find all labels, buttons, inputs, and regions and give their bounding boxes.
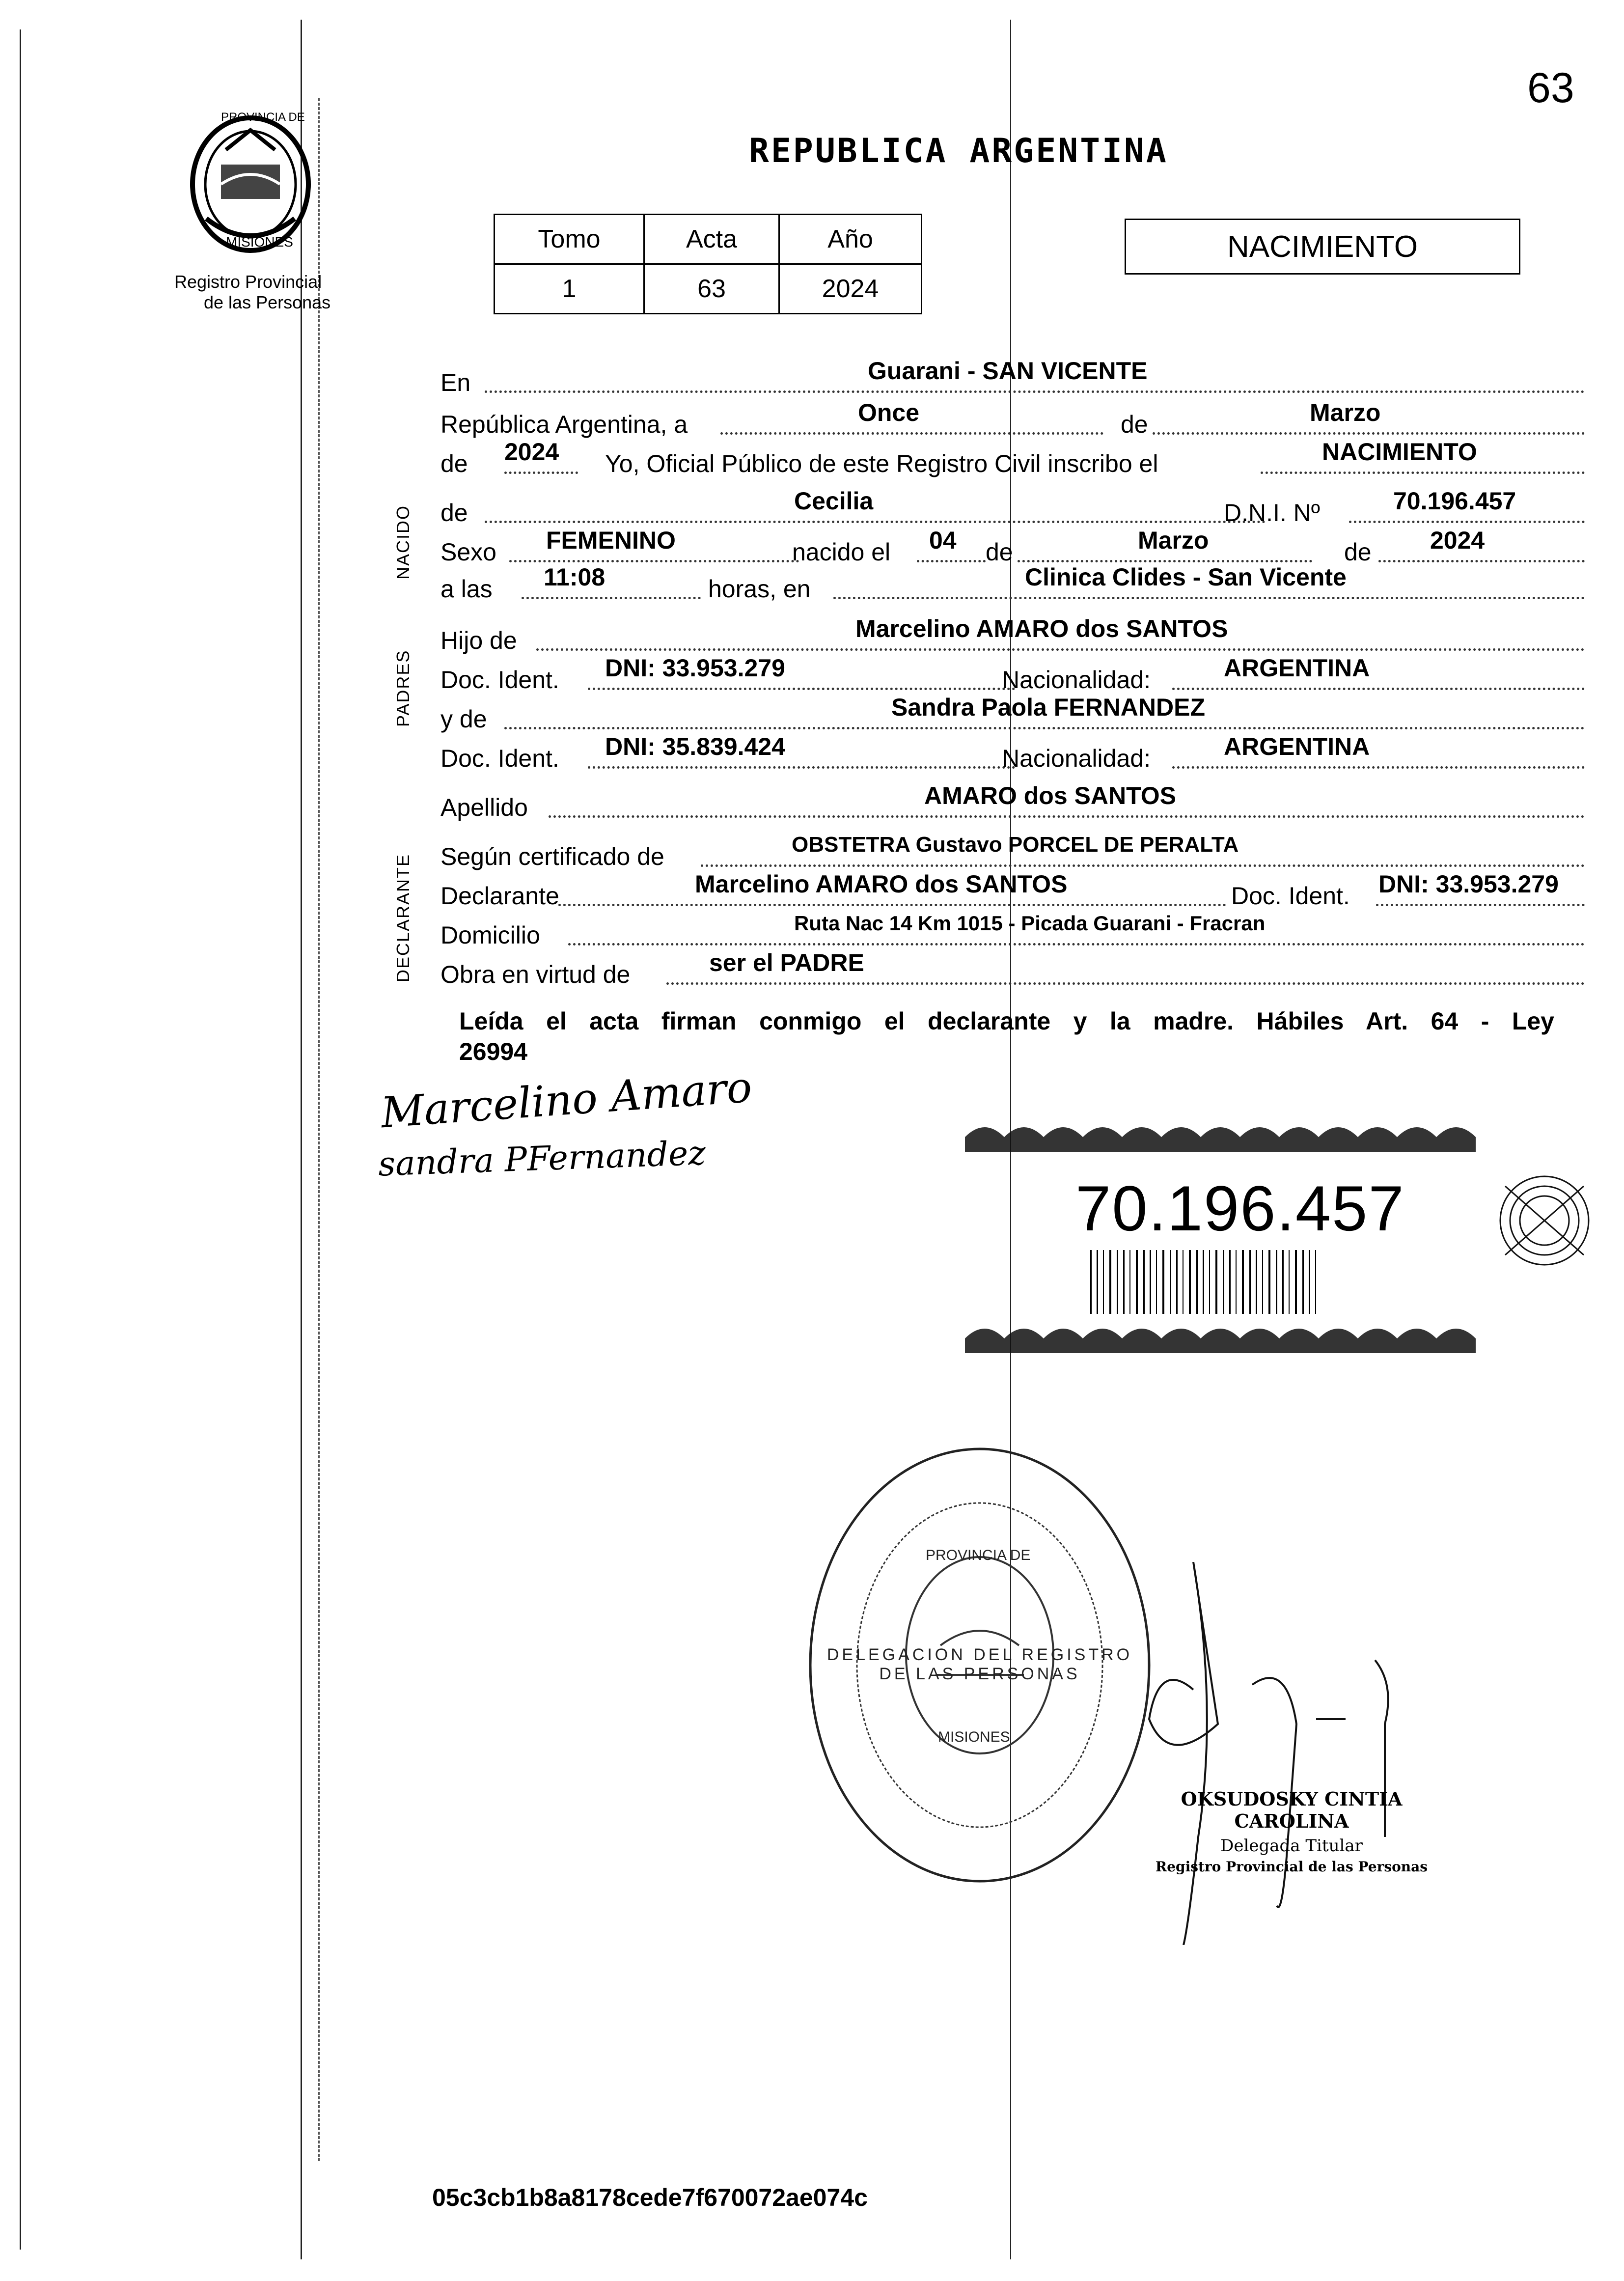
signature-2-text: sandra PFernandez [377,1134,707,1184]
yo-text: Yo, Oficial Público de este Registro Civil inscribo el [605,450,1158,477]
nacionalidad-label: Nacionalidad: [1002,666,1151,694]
meta-value-tomo: 1 [495,264,644,314]
obra-label: Obra en virtud de [440,961,631,988]
barcode-bar [1094,1250,1095,1314]
barcode-bar [1166,1250,1168,1314]
barcode-bar [1180,1250,1181,1314]
day-value: Once [858,399,920,426]
barcode-bar [1153,1250,1154,1314]
barcode-bar [1229,1250,1231,1314]
barcode-bar [1143,1250,1145,1314]
barcode-bar [1226,1250,1227,1314]
barcode-bar [1272,1250,1274,1314]
barcode-bar [1120,1250,1121,1314]
barcode-bar [1289,1250,1290,1314]
de5-label: de [1344,538,1372,566]
barcode-bar [1206,1250,1207,1314]
father-value: Marcelino AMARO dos SANTOS [855,615,1228,642]
declarante-label: Declarante [440,882,559,910]
official-signature [1139,1562,1444,1945]
barcode-bar [1242,1250,1244,1314]
seal-inner-top: PROVINCIA DE [926,1547,1031,1563]
document-hash: 05c3cb1b8a8178cede7f670072ae074c [432,2184,868,2211]
row-apellido [440,782,1585,827]
segun-label: Según certificado de [440,843,664,870]
barcode-bar [1282,1250,1284,1314]
place-value: Clinica Clides - San Vicente [1025,563,1347,591]
seal-inner-bottom: MISIONES [938,1729,1010,1745]
barcode-bar [1136,1250,1138,1314]
barcode-bar [1239,1250,1240,1314]
doc-type-label: NACIMIENTO [1227,229,1418,264]
barcode-bar [1249,1250,1251,1314]
barcode-bar [1246,1250,1247,1314]
emblem-text-bottom: MISIONES [226,234,293,250]
barcode-bar [1117,1250,1118,1314]
side-label-declarante: DECLARANTE [393,853,413,982]
registry-line-1: Registro Provincial [174,272,322,292]
barcode-sticker [955,1108,1594,1373]
barcode-bar [1106,1250,1107,1314]
father-dni: DNI: 33.953.279 [605,654,785,682]
barcode-bar [1212,1250,1213,1314]
official-org: Registro Provincial de las Personas [1155,1859,1428,1875]
official-role: Delegada Titular [1220,1836,1363,1856]
meta-table [494,214,922,314]
sexo-label: Sexo [440,538,496,566]
barcode-bar [1215,1250,1217,1314]
row-mother-dni [440,733,1585,778]
closing-line-2: 26994 [459,1038,528,1065]
barcode-bar [1262,1250,1263,1314]
barcode-bar [1150,1250,1151,1314]
barcode-bar [1292,1250,1293,1314]
signature-1 [379,1063,753,1138]
barcode-bar [1193,1250,1194,1314]
birth-month: Marzo [1138,527,1209,554]
barcode-bar [1159,1250,1160,1314]
barcode-bar [1140,1250,1141,1314]
doc-type-box [1125,219,1520,275]
time-value: 11:08 [544,563,606,591]
barcode-bar [1302,1250,1304,1314]
barcode-bar [1183,1250,1184,1314]
domicilio-value: Ruta Nac 14 Km 1015 - Picada Guarani - Fracran [794,912,1266,935]
obra-value: ser el PADRE [709,949,864,976]
barcode-bar [1209,1250,1210,1314]
inscribe-value: NACIMIENTO [1322,438,1477,466]
barcode-bar [1295,1250,1297,1314]
meta-value-acta: 63 [644,264,779,314]
barcode-bar [1233,1250,1234,1314]
barcode-bar [1259,1250,1260,1314]
barcode-bar [1103,1250,1104,1314]
barcode-bar [1123,1250,1125,1314]
left-margin-line [20,29,21,2250]
barcode-bar [1318,1250,1320,1314]
en-value: Guarani - SAN VICENTE [868,357,1148,385]
en-label: En [440,369,471,396]
signature-2 [378,1134,706,1184]
emblem-text-top: PROVINCIA DE [221,111,305,124]
barcode-bar [1276,1250,1277,1314]
barcode-bar [1147,1250,1148,1314]
de-label: de [1121,411,1148,438]
dni-value: 70.196.457 [1393,487,1516,515]
mother-value: Sandra Paola FERNANDEZ [891,694,1206,721]
barcode-bar [1203,1250,1204,1314]
barcode-bar [1156,1250,1157,1314]
segun-value: OBSTETRA Gustavo PORCEL DE PERALTA [792,833,1239,857]
barcode-bar [1309,1250,1310,1314]
hijo-label: Hijo de [440,627,517,654]
barcode-bar [1200,1250,1201,1314]
barcode-bar [1189,1250,1191,1314]
barcode [1090,1250,1385,1314]
barcode-bar [1265,1250,1266,1314]
barcode-bar [1299,1250,1300,1314]
registry-line-2: de las Personas [204,292,331,312]
row-hora [440,563,1585,608]
barcode-bar [1236,1250,1237,1314]
fold-line-left-dashed [318,98,320,2161]
row-obra [440,949,1585,994]
birth-year: 2024 [1430,527,1485,554]
row-year [440,438,1585,483]
nacionalidad2-label: Nacionalidad: [1002,745,1151,772]
page-title: REPUBLICA ARGENTINA [749,132,1168,170]
official-name-block [1125,1788,1459,1875]
barcode-bar [1129,1250,1130,1314]
doc-ident3-label: Doc. Ident. [1231,882,1350,910]
barcode-bar [1286,1250,1287,1314]
barcode-bar [1279,1250,1280,1314]
closing-text [459,1006,1554,1067]
official-seal [803,1439,1156,1891]
barcode-bar [1223,1250,1224,1314]
y-de-label: y de [440,705,487,733]
republica-label: República Argentina, a [440,411,688,438]
de3-label: de [440,499,468,527]
declarante-value: Marcelino AMARO dos SANTOS [695,870,1068,898]
apellido-value: AMARO dos SANTOS [924,782,1176,809]
official-name: OKSUDOSKY CINTIA CAROLINA [1181,1788,1403,1832]
row-domicilio [440,912,1585,954]
meta-header-ano: Año [779,215,922,264]
signature-1-text: Marcelino Amaro [379,1062,754,1138]
month-value: Marzo [1310,399,1381,426]
barcode-bar [1127,1250,1128,1314]
de4-label: de [986,538,1013,566]
a-las-label: a las [440,575,493,603]
barcode-bar [1312,1250,1313,1314]
doc-ident2-label: Doc. Ident. [440,745,559,772]
barcode-bar [1176,1250,1178,1314]
side-label-padres: PADRES [393,649,413,727]
dni-label: D.N.I. Nº [1224,499,1321,527]
barcode-bar [1113,1250,1115,1314]
meta-header-acta: Acta [644,215,779,264]
barcode-bar [1253,1250,1254,1314]
misiones-emblem [187,111,314,258]
barcode-bar [1315,1250,1316,1314]
mother-nat: ARGENTINA [1224,733,1370,760]
name-value: Cecilia [794,487,874,515]
closing-line-1: Leída el acta firman conmigo el declarante y la madre. Hábiles Art. 64 - Ley [459,1007,1554,1035]
barcode-number: 70.196.457 [1075,1172,1405,1244]
barcode-bar [1196,1250,1198,1314]
nacido-label: nacido el [792,538,891,566]
domicilio-label: Domicilio [440,921,540,949]
apellido-label: Apellido [440,794,528,821]
mother-dni: DNI: 35.839.424 [605,733,785,760]
meta-header-tomo: Tomo [495,215,644,264]
doc-ident-label: Doc. Ident. [440,666,559,694]
barcode-bar [1173,1250,1174,1314]
barcode-bar [1097,1250,1098,1314]
row-sexo [440,527,1585,571]
barcode-bar [1185,1250,1187,1314]
fold-line-left [301,20,302,2259]
side-label-nacido: NACIDO [393,504,413,580]
barcode-bar [1170,1250,1171,1314]
year-value: 2024 [504,438,559,466]
barcode-bar [1090,1250,1092,1314]
barcode-bar [1162,1250,1164,1314]
de2-label: de [440,450,468,477]
barcode-bar [1109,1250,1111,1314]
barcode-bar [1256,1250,1257,1314]
declarante-dni: DNI: 33.953.279 [1378,870,1559,898]
sexo-value: FEMENINO [546,527,676,554]
meta-value-ano: 2024 [779,264,922,314]
barcode-bar [1268,1250,1270,1314]
barcode-bar [1306,1250,1307,1314]
seal-outer-text: DELEGACION DEL REGISTRO DE LAS PERSONAS [826,1645,1133,1683]
row-en [440,357,1585,402]
page-number: 63 [1527,64,1574,111]
barcode-bar [1132,1250,1134,1314]
barcode-bar [1219,1250,1221,1314]
father-nat: ARGENTINA [1224,654,1370,682]
barcode-bar [1100,1250,1101,1314]
horas-label: horas, en [708,575,811,603]
birth-day: 04 [929,527,957,554]
